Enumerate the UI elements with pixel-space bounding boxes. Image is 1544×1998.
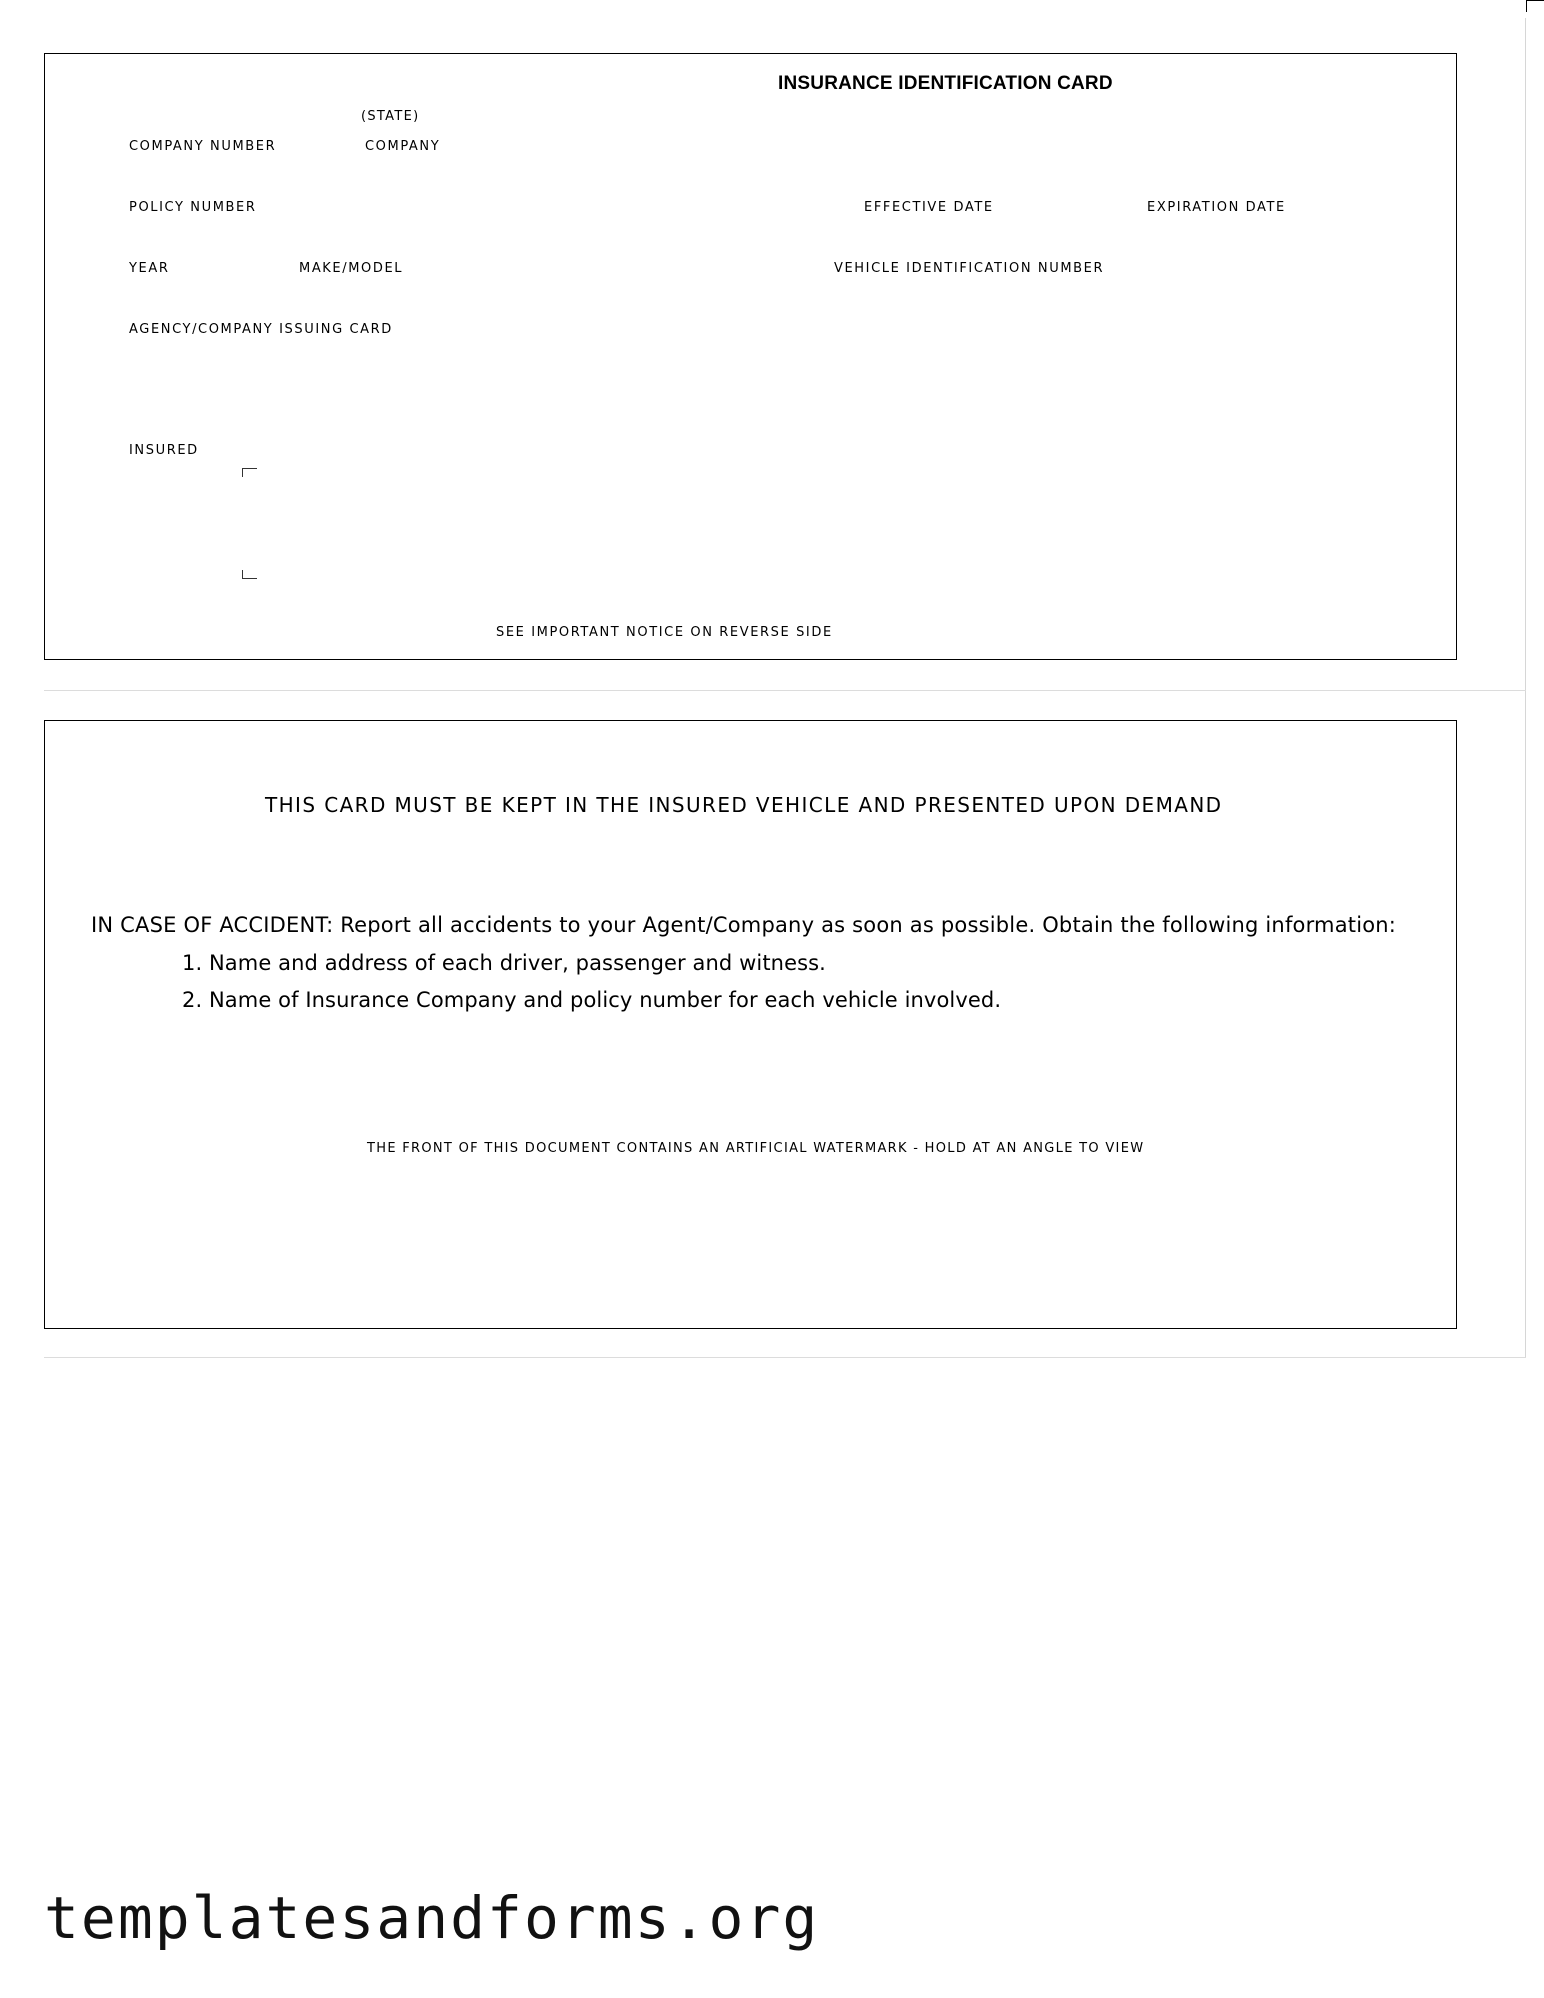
address-bracket-top-icon xyxy=(242,468,257,477)
issuing-agency-label: AGENCY/COMPANY ISSUING CARD xyxy=(129,322,393,337)
company-number-label: COMPANY NUMBER xyxy=(129,139,277,154)
make-model-label: MAKE/MODEL xyxy=(299,261,404,276)
effective-date-label: EFFECTIVE DATE xyxy=(864,200,994,215)
site-watermark: templatesandforms.org xyxy=(44,1884,820,1952)
address-bracket-bottom-icon xyxy=(242,570,257,579)
list-item: Name and address of each driver, passenger and witness. xyxy=(209,951,826,975)
list-item: Name of Insurance Company and policy number for each vehicle involved. xyxy=(209,988,1002,1012)
accident-instructions: IN CASE OF ACCIDENT: Report all accidents to your Agent/Company as soon as possible. Obtain the following information: xyxy=(91,913,1397,937)
list-item-number: 2. xyxy=(182,988,203,1012)
page-edge-line xyxy=(1525,18,1526,1358)
separator-line-bottom xyxy=(44,1357,1526,1358)
insured-label: INSURED xyxy=(129,443,199,458)
company-label: COMPANY xyxy=(365,139,441,154)
page-corner-mark-vertical xyxy=(1526,0,1527,12)
policy-number-label: POLICY NUMBER xyxy=(129,200,257,215)
card-title: INSURANCE IDENTIFICATION CARD xyxy=(778,73,1113,94)
year-label: YEAR xyxy=(129,261,170,276)
separator-line xyxy=(44,690,1526,691)
reverse-side-notice: SEE IMPORTANT NOTICE ON REVERSE SIDE xyxy=(496,625,833,640)
watermark-notice: THE FRONT OF THIS DOCUMENT CONTAINS AN ARTIFICIAL WATERMARK - HOLD AT AN ANGLE TO VIEW xyxy=(367,1141,1145,1156)
page-corner-mark xyxy=(1526,0,1544,1)
state-label: (STATE) xyxy=(361,109,420,124)
keep-in-vehicle-notice: THIS CARD MUST BE KEPT IN THE INSURED VEHICLE AND PRESENTED UPON DEMAND xyxy=(265,793,1223,817)
list-item-number: 1. xyxy=(182,951,203,975)
vin-label: VEHICLE IDENTIFICATION NUMBER xyxy=(834,261,1105,276)
expiration-date-label: EXPIRATION DATE xyxy=(1147,200,1286,215)
